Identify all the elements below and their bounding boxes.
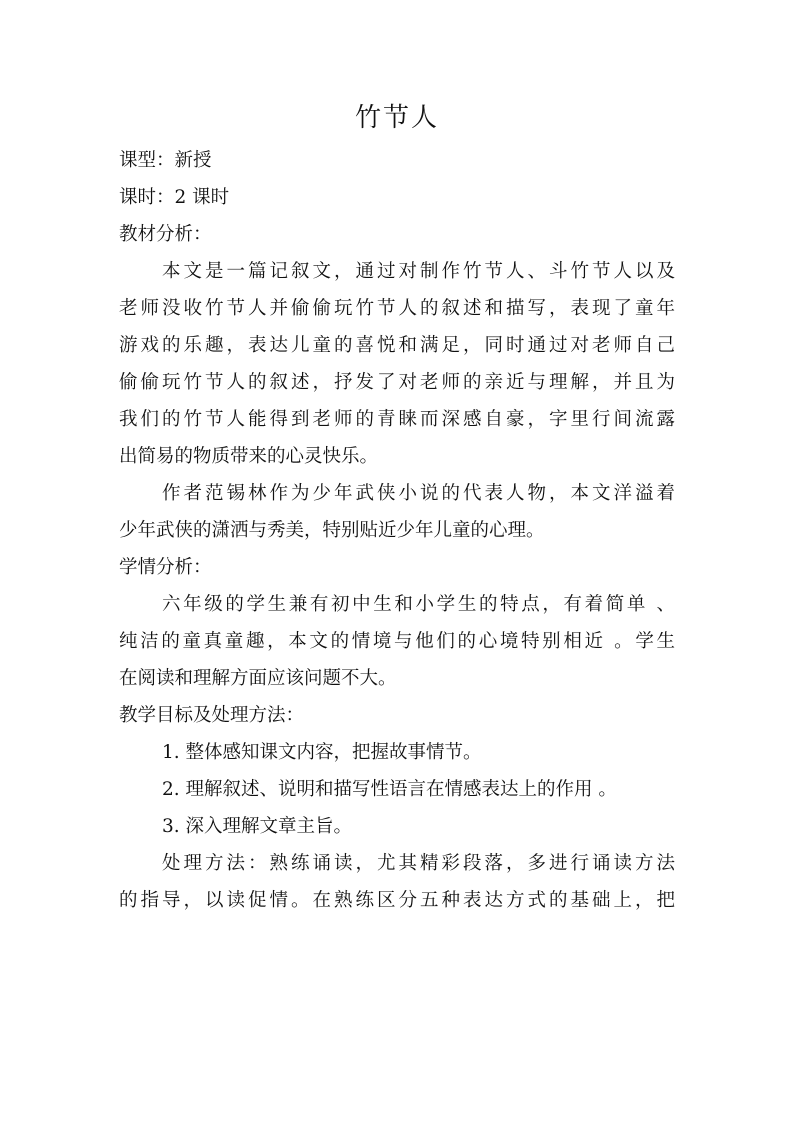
paragraph-line: 偷偷玩竹节人的叙述，抒发了对老师的亲近与理解，并且为 (119, 372, 675, 393)
goal-item: 2. 理解叙述、说明和描写性语言在情感表达上的作用 。 (162, 779, 617, 800)
document-title: 竹节人 (354, 103, 439, 133)
goal-item: 3. 深入理解文章主旨。 (162, 816, 353, 837)
document-body (119, 142, 675, 919)
paragraph-line: 作者范锡林作为少年武侠小说的代表人物，本文洋溢着 (162, 483, 675, 504)
teaching-goals-heading: 教学目标及处理方法： (119, 705, 305, 726)
paragraph-line: 的指导，以读促情。在熟练区分五种表达方式的基础上，把 (119, 890, 675, 911)
paragraph-line: 六年级的学生兼有初中生和小学生的特点，有着简单 、 (162, 594, 675, 615)
paragraph-line: 在阅读和理解方面应该问题不大。 (119, 668, 397, 689)
paragraph-line: 本文是一篇记叙文，通过对制作竹节人、斗竹节人以及 (162, 261, 675, 282)
paragraph-line: 我们的竹节人能得到老师的青睐而深感自豪，字里行间流露 (119, 409, 675, 430)
lesson-type-line: 课型：新授 (119, 150, 212, 171)
paragraph-line: 游戏的乐趣，表达儿童的喜悦和满足，同时通过对老师自己 (119, 335, 675, 356)
paragraph-line: 出简易的物质带来的心灵快乐。 (119, 446, 379, 467)
class-hours-line: 课时：2 课时 (119, 187, 230, 208)
goal-item: 1. 整体感知课文内容，把握故事情节。 (162, 742, 482, 763)
paragraph-line: 纯洁的童真童趣，本文的情境与他们的心境特别相近 。学生 (119, 631, 675, 652)
material-analysis-heading: 教材分析： (119, 224, 212, 245)
student-analysis-heading: 学情分析： (119, 557, 212, 578)
paragraph-line: 老师没收竹节人并偷偷玩竹节人的叙述和描写，表现了童年 (119, 298, 675, 319)
paragraph-line: 少年武侠的潇洒与秀美，特别贴近少年儿童的心理。 (119, 520, 545, 541)
paragraph-line: 处理方法：熟练诵读，尤其精彩段落，多进行诵读方法 (162, 853, 675, 874)
